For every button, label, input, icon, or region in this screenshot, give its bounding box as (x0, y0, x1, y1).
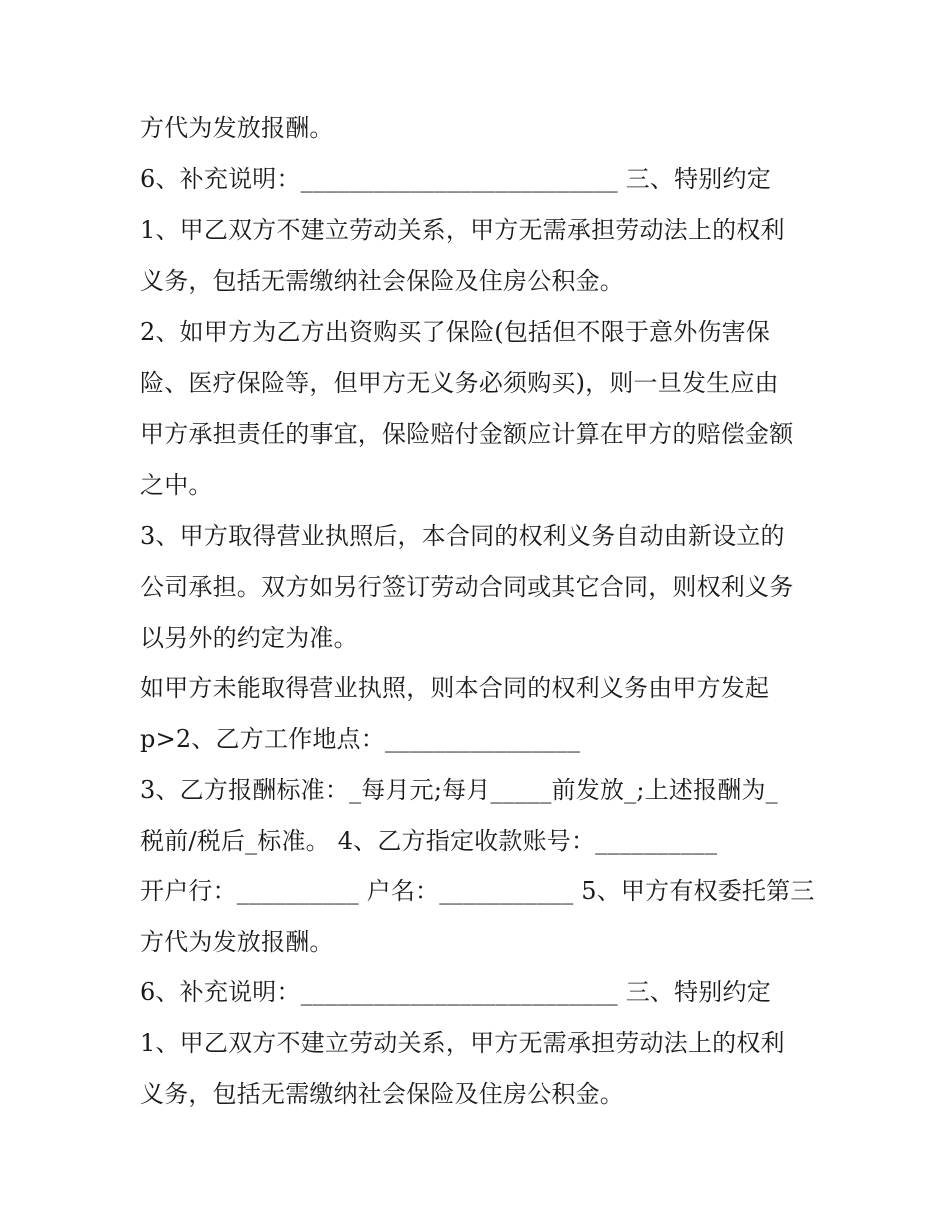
text-line: 税前/税后_标准。 4、乙方指定收款账号：__________ (140, 827, 718, 855)
text-line: 1、甲乙双方不建立劳动关系，甲方无需承担劳动法上的权利 (140, 1029, 785, 1057)
text-line: 3、乙方报酬标准：_每月元;每月_____前发放_;上述报酬为_ (140, 776, 778, 804)
text-line: 以另外的约定为准。 (140, 624, 358, 652)
text-line: 6、补充说明：__________________________ 三、特别约定 (140, 165, 771, 193)
text-line: 公司承担。双方如另行签订劳动合同或其它合同，则权利义务 (140, 573, 794, 601)
text-line: 6、补充说明：__________________________ 三、特别约定 (140, 978, 771, 1006)
text-line: 1、甲乙双方不建立劳动关系，甲方无需承担劳动法上的权利 (140, 216, 785, 244)
text-line: 之中。 (140, 471, 213, 499)
text-line: 义务，包括无需缴纳社会保险及住房公积金。 (140, 267, 624, 295)
text-line: 3、甲方取得营业执照后，本合同的权利义务自动由新设立的 (140, 522, 785, 550)
text-line: 义务，包括无需缴纳社会保险及住房公积金。 (140, 1080, 624, 1108)
text-line: 甲方承担责任的事宜，保险赔付金额应计算在甲方的赔偿金额 (140, 420, 794, 448)
text-line: 开户行：__________ 户名：___________ 5、甲方有权委托第三 (140, 877, 815, 905)
text-line: 2、如甲方为乙方出资购买了保险(包括但不限于意外伤害保 (140, 318, 771, 346)
text-line: 方代为发放报酬。 (140, 114, 334, 142)
text-line: 险、医疗保险等，但甲方无义务必须购买)，则一旦发生应由 (140, 369, 779, 397)
text-line: p>2、乙方工作地点：________________ (140, 725, 581, 753)
text-line: 方代为发放报酬。 (140, 928, 334, 956)
text-line: 如甲方未能取得营业执照，则本合同的权利义务由甲方发起 (140, 674, 770, 702)
